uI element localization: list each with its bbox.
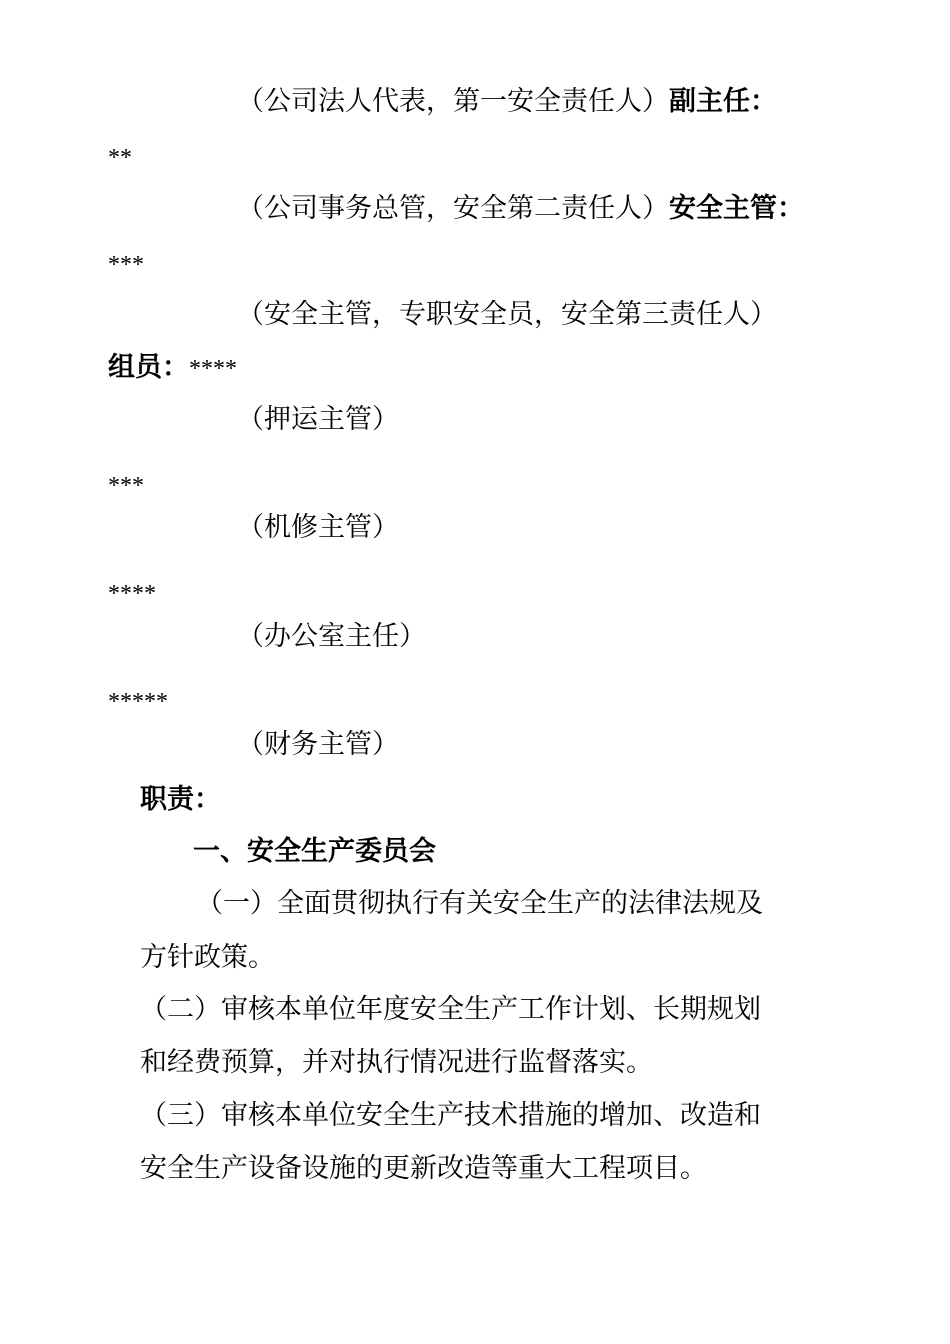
- role-description: （财务主管）: [237, 729, 399, 760]
- section-heading: 一、安全生产委员会: [193, 836, 436, 867]
- duty-item-3-line-1: （三）审核本单位安全生产技术措施的增加、改造和: [140, 1100, 761, 1131]
- role-title: 安全主管：: [669, 193, 804, 224]
- role-name-placeholder: *****: [108, 689, 168, 715]
- role-description: （公司事务总管，安全第二责任人）: [237, 193, 669, 224]
- role-description: （办公室主任）: [237, 621, 426, 652]
- duties-heading: 职责：: [140, 784, 221, 815]
- role-name-placeholder: ***: [108, 252, 144, 278]
- role-name-placeholder: ***: [108, 473, 144, 499]
- duty-item-1-line-1: （一）全面贯彻执行有关安全生产的法律法规及: [196, 888, 763, 919]
- role-title: 组员：: [108, 352, 189, 383]
- role-title: 副主任：: [669, 86, 777, 117]
- role-line-deputy-director: [237, 82, 777, 122]
- role-name-placeholder: **: [108, 145, 132, 171]
- role-name-placeholder: ****: [189, 356, 237, 382]
- role-line-safety-manager: [237, 189, 804, 229]
- role-description: （机修主管）: [237, 512, 399, 543]
- duty-item-1-line-2: 方针政策。: [140, 942, 275, 973]
- role-description: （安全主管，专职安全员，安全第三责任人）: [237, 299, 777, 330]
- duty-item-3-line-2: 安全生产设备设施的更新改造等重大工程项目。: [140, 1153, 707, 1184]
- duty-item-2-line-1: （二）审核本单位年度安全生产工作计划、长期规划: [140, 994, 761, 1025]
- duty-item-2-line-2: 和经费预算，并对执行情况进行监督落实。: [140, 1047, 653, 1078]
- role-description: （押运主管）: [237, 404, 399, 435]
- role-name-placeholder: ****: [108, 581, 156, 607]
- role-description: （公司法人代表，第一安全责任人）: [237, 86, 669, 117]
- role-line-members: [108, 348, 237, 389]
